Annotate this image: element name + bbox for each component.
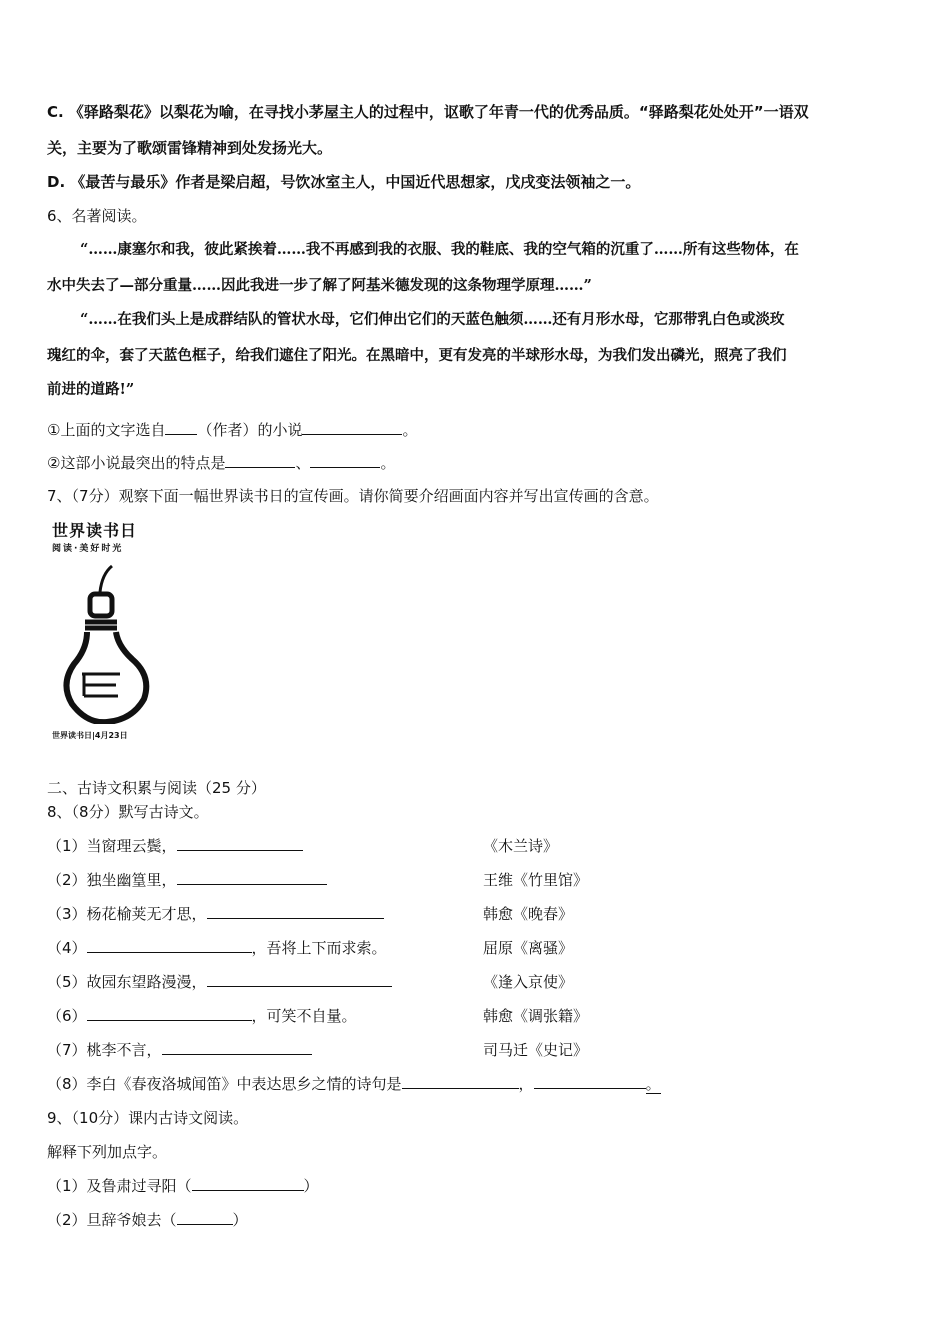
item-text: （2）独坐幽篁里， — [47, 871, 177, 889]
feature-blank-2[interactable] — [310, 453, 380, 468]
novel-blank[interactable] — [302, 420, 402, 435]
option-d: D. 《最苦与最乐》作者是梁启超，号饮冰室主人，中国近代思想家，戊戌变法领袖之一。 — [47, 173, 641, 191]
q8-item-3 — [47, 904, 384, 924]
answer-blank[interactable] — [192, 1176, 304, 1191]
q8-source-1: 《木兰诗》 — [483, 837, 559, 855]
lightbulb-book-icon — [52, 554, 162, 724]
q6-passage2-line1: “……在我们头上是成群结队的管状水母，它们伸出它们的天蓝色触须……还有月形水母，它那带乳白色或淡玫 — [80, 311, 785, 328]
q8-source-4: 屈原《离骚》 — [483, 939, 574, 957]
item-text-after: ） — [303, 1177, 319, 1195]
answer-blank[interactable] — [207, 904, 384, 919]
author-blank[interactable] — [165, 420, 197, 435]
section2-title: 二、古诗文积累与阅读（25 分） — [47, 779, 266, 797]
q8-source-2: 王维《竹里馆》 — [483, 871, 589, 889]
q6-sub1-text-c: 。 — [402, 421, 418, 439]
q8-item-8 — [47, 1074, 661, 1094]
q6-sub2-text-b: 、 — [295, 454, 311, 472]
q6-passage1-line1: “……康塞尔和我，彼此紧挨着……我不再感到我的衣服、我的鞋底、我的空气箱的沉重了……所有这些物体，在 — [80, 241, 799, 258]
q6-sub2-text-a: ②这部小说最突出的特点是 — [47, 454, 226, 472]
answer-blank[interactable] — [177, 1210, 233, 1225]
item-text-after: ，可笑不自量。 — [251, 1007, 357, 1025]
q6-passage1-line2: 水中失去了—部分重量……因此我进一步了解了阿基米德发现的这条物理学原理……” — [47, 277, 592, 294]
item-text-after: ，吾将上下而求索。 — [251, 939, 387, 957]
q8-source-3: 韩愈《晚春》 — [483, 905, 574, 923]
item-period: 。 — [645, 1075, 661, 1093]
option-c-line1: C. 《驿路梨花》以梨花为喻，在寻找小茅屋主人的过程中，讴歌了年青一代的优秀品质。“驿路梨花处处开”一语双 — [47, 103, 809, 121]
q7-title: 7、（7分）观察下面一幅世界读书日的宣传画。请你简要介绍画面内容并写出宣传画的含意。 — [47, 487, 659, 505]
item-text: （4） — [47, 939, 87, 957]
world-book-day-poster — [52, 518, 172, 753]
q8-item-6 — [47, 1006, 357, 1026]
q9-instruction: 解释下列加点字。 — [47, 1143, 168, 1161]
answer-blank[interactable] — [177, 870, 327, 885]
q8-item-4 — [47, 938, 387, 958]
item-text: （5）故园东望路漫漫， — [47, 973, 207, 991]
q6-sub1-text-a: ①上面的文字选自 — [47, 421, 166, 439]
poster-subtitle: 阅读·美好时光 — [52, 544, 124, 554]
q9-item-1 — [47, 1176, 319, 1196]
q8-source-5: 《逢入京使》 — [483, 973, 574, 991]
q8-item-2 — [47, 870, 327, 890]
poster-footer: 世界读书日|4月23日 — [52, 731, 128, 740]
option-c-line2: 关，主要为了歌颂雷锋精神到处发扬光大。 — [47, 139, 333, 157]
q6-passage2-line2: 瑰红的伞，套了天蓝色框子，给我们遮住了阳光。在黑暗中，更有发亮的半球形水母，为我们发出磷光，照亮了我们 — [47, 347, 787, 364]
q6-sub1-text-b: （作者）的小说 — [197, 421, 303, 439]
item-text: （7）桃李不言， — [47, 1041, 162, 1059]
item-text: （8）李白《春夜洛城闻笛》中表达思乡之情的诗句是 — [47, 1075, 402, 1093]
item-comma: ， — [518, 1075, 534, 1093]
q6-sub1 — [47, 420, 417, 440]
poster-title: 世界读书日 — [52, 521, 138, 540]
answer-blank[interactable] — [87, 938, 252, 953]
answer-blank[interactable] — [162, 1040, 312, 1055]
feature-blank-1[interactable] — [225, 453, 295, 468]
answer-blank[interactable] — [87, 1006, 252, 1021]
item-text: （1）及鲁肃过寻阳（ — [47, 1177, 192, 1195]
q8-item-1 — [47, 836, 303, 856]
q8-source-6: 韩愈《调张籍》 — [483, 1007, 589, 1025]
item-text: （3）杨花榆荚无才思， — [47, 905, 207, 923]
answer-blank[interactable] — [177, 836, 303, 851]
q6-sub2 — [47, 453, 395, 473]
q9-item-2 — [47, 1210, 248, 1230]
item-text: （2）旦辞爷娘去（ — [47, 1211, 177, 1229]
q8-title: 8、（8分）默写古诗文。 — [47, 803, 209, 821]
answer-blank[interactable] — [207, 972, 392, 987]
q6-passage2-line3: 前进的道路!” — [47, 381, 135, 398]
answer-blank-2[interactable] — [534, 1074, 646, 1089]
q8-item-5 — [47, 972, 392, 992]
q8-source-7: 司马迁《史记》 — [483, 1041, 589, 1059]
answer-blank-1[interactable] — [402, 1074, 519, 1089]
q9-title: 9、（10分）课内古诗文阅读。 — [47, 1109, 249, 1127]
q6-title: 6、名著阅读。 — [47, 207, 147, 225]
item-text: （6） — [47, 1007, 87, 1025]
q8-item-7 — [47, 1040, 312, 1060]
item-text-after: ） — [232, 1211, 248, 1229]
item-text: （1）当窗理云鬓， — [47, 837, 177, 855]
q6-sub2-text-c: 。 — [380, 454, 396, 472]
